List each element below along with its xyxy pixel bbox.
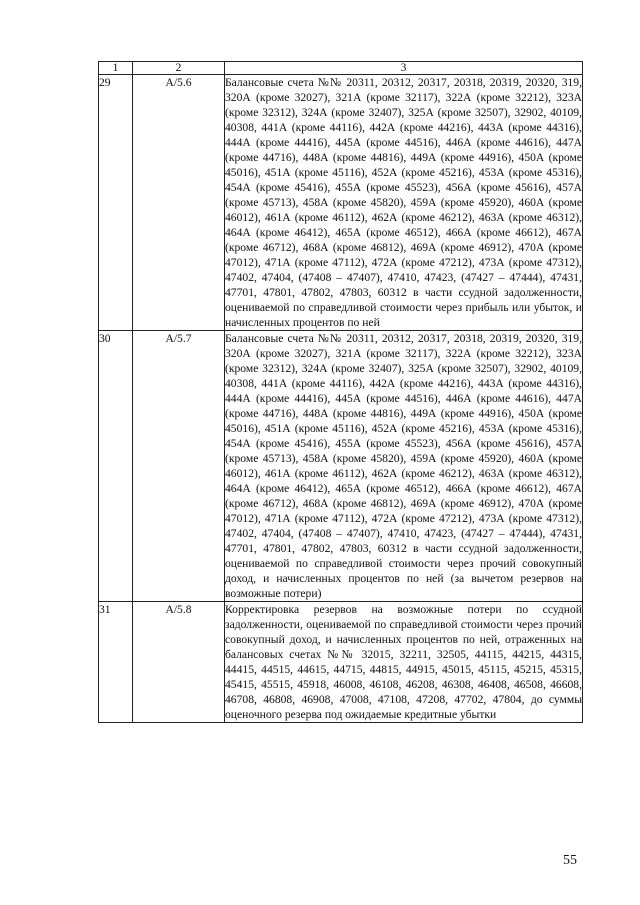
row-number: 29	[99, 75, 133, 331]
row-number: 30	[99, 331, 133, 602]
row-description: Балансовые счета №№ 20311, 20312, 20317, 20318, 20319, 20320, 319, 320А (кроме 32027), 321А (кроме 32117), 322А (кроме 32212), 323А (кроме 32312), 324А (кроме 32407), 325А (кроме 32507), 32902, 40109, 40308, 441А (кроме 44116), 442А (кроме 44216), 443А (кроме 44316), 444А (кроме 44416), 445А (кроме 44516), 446А (кроме 44616), 447А (кроме 44716), 448А (кроме 44816), 449А (кроме 44916), 450А (кроме 45016), 451А (кроме 45116), 452А (кроме 45216), 453А (кроме 45316), 454А (кроме 45416), 455А (кроме 45523), 456А (кроме 45616), 457А (кроме 45713), 458А (кроме 45820), 459А (кроме 45920), 460А (кроме 46012), 461А (кроме 46112), 462А (кроме 46212), 463А (кроме 46312), 464А (кроме 46412), 465А (кроме 46512), 466А (кроме 46612), 467А (кроме 46712), 468А (кроме 46812), 469А (кроме 46912), 470А (кроме 47012), 471А (кроме 47112), 472А (кроме 47212), 473А (кроме 47312), 47402, 47404, (47408 – 47407), 47410, 47423, (47427 – 47444), 47431, 47701, 47801, 47802, 47803, 60312 в части ссудной задолженности, оцениваемой по справедливой стоимости через прибыль или убыток, и начисленных процентов по ней	[225, 76, 582, 329]
table-header-row	[99, 62, 583, 75]
page-number: 55	[563, 853, 577, 868]
table-row	[99, 75, 583, 331]
header-col-1: 1	[99, 62, 133, 75]
table-row	[99, 331, 583, 602]
row-code: А/5.7	[133, 331, 225, 602]
row-description: Корректировка резервов на возможные потери по ссудной задолженности, оцениваемой по справедливой стоимости через прочий совокупный доход, и начисленных процентов по ней, отраженных на балансовых счетах №№ 32015, 32211, 32505, 44115, 44215, 44315, 44415, 44515, 44615, 44715, 44815, 44915, 45015, 45115, 45215, 45315, 45415, 45515, 45918, 46008, 46108, 46208, 46308, 46408, 46508, 46608, 46708, 46808, 46908, 47008, 47108, 47208, 47702, 47804, до суммы оценочного резерва под ожидаемые кредитные убытки	[225, 603, 582, 721]
header-col-2: 2	[133, 62, 225, 75]
row-description: Балансовые счета №№ 20311, 20312, 20317, 20318, 20319, 20320, 319, 320А (кроме 32027), 321А (кроме 32117), 322А (кроме 32212), 323А (кроме 32312), 324А (кроме 32407), 325А (кроме 32507), 32902, 40109, 40308, 441А (кроме 44116), 442А (кроме 44216), 443А (кроме 44316), 444А (кроме 44416), 445А (кроме 44516), 446А (кроме 44616), 447А (кроме 44716), 448А (кроме 44816), 449А (кроме 44916), 450А (кроме 45016), 451А (кроме 45116), 452А (кроме 45216), 453А (кроме 45316), 454А (кроме 45416), 455А (кроме 45523), 456А (кроме 45616), 457А (кроме 45713), 458А (кроме 45820), 459А (кроме 45920), 460А (кроме 46012), 461А (кроме 46112), 462А (кроме 46212), 463А (кроме 46312), 464А (кроме 46412), 465А (кроме 46512), 466А (кроме 46612), 467А (кроме 46712), 468А (кроме 46812), 469А (кроме 46912), 470А (кроме 47012), 471А (кроме 47112), 472А (кроме 47212), 473А (кроме 47312), 47402, 47404, (47408 – 47407), 47410, 47423, (47427 – 47444), 47431, 47701, 47801, 47802, 47803, 60312 в части ссудной задолженности, оцениваемой по справедливой стоимости через прочий совокупный доход, и начисленных процентов по ней (за вычетом резервов на возможные потери)	[225, 332, 582, 600]
row-code: А/5.8	[133, 602, 225, 723]
accounts-table	[98, 61, 583, 723]
table-row	[99, 602, 583, 723]
header-col-3: 3	[225, 62, 583, 75]
row-number: 31	[99, 602, 133, 723]
row-code: А/5.6	[133, 75, 225, 331]
